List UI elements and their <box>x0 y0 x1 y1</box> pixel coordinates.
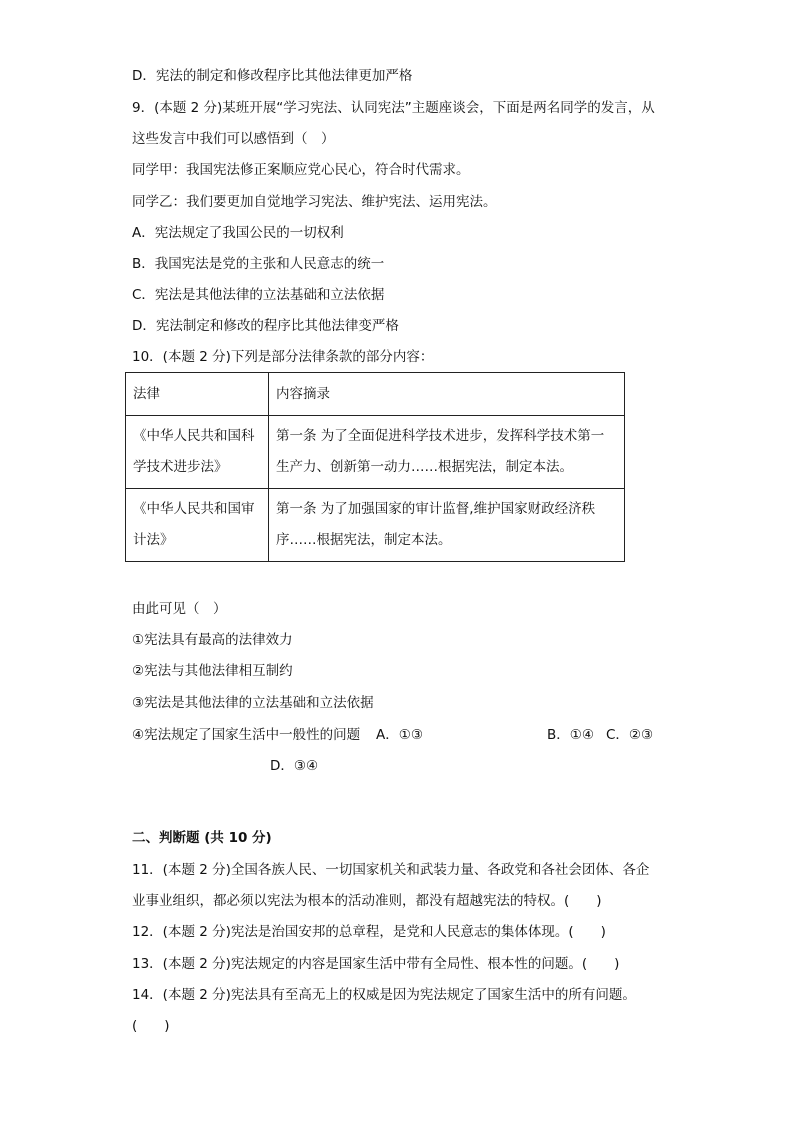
law-table-header-row <box>126 373 625 416</box>
law-table-header-law: 法律 <box>126 373 269 416</box>
q9-option-a: A．宪法规定了我国公民的一切权利 <box>132 225 344 241</box>
table-row <box>126 489 625 562</box>
law-content-cell <box>269 416 625 489</box>
q10-statement-2: ②宪法与其他法律相互制约 <box>132 663 293 679</box>
q10-option-a: A．①③ <box>376 727 423 743</box>
q10-statement-4: ④宪法规定了国家生活中一般性的问题 <box>132 727 361 743</box>
q9-stem-line2: 这些发言中我们可以感悟到（ ） <box>132 131 335 147</box>
law-table <box>125 372 625 562</box>
q14-line1: 14．(本题 2 分)宪法具有至高无上的权威是因为宪法规定了国家生活中的所有问题。 <box>132 987 636 1003</box>
q14-line2: ( ) <box>132 1018 170 1034</box>
q10-option-d: D．③④ <box>270 758 319 774</box>
law-content-line: 第一条 为了全面促进科学技术进步，发挥科学技术第一 <box>276 428 605 444</box>
q10-option-b: B．①④ <box>547 727 594 743</box>
law-name-line: 《中华人民共和国审 <box>133 501 255 517</box>
law-content-line: 第一条 为了加强国家的审计监督,维护国家财政经济秩 <box>276 501 596 517</box>
law-name-line: 学技术进步法》 <box>133 459 228 475</box>
table-row <box>126 416 625 489</box>
q9-option-d: D．宪法制定和修改的程序比其他法律变严格 <box>132 318 399 334</box>
law-name-cell <box>126 416 269 489</box>
q9-student-b: 同学乙：我们要更加自觉地学习宪法、维护宪法、运用宪法。 <box>132 194 497 210</box>
q8-option-d: D．宪法的制定和修改程序比其他法律更加严格 <box>132 68 413 84</box>
law-content-cell <box>269 489 625 562</box>
q10-conclusion: 由此可见（ ） <box>132 601 227 617</box>
q13: 13．(本题 2 分)宪法规定的内容是国家生活中带有全局性、根本性的问题。( ) <box>132 956 620 972</box>
law-name-line: 计法》 <box>133 532 174 548</box>
law-table-header-content: 内容摘录 <box>269 373 625 416</box>
law-name-cell <box>126 489 269 562</box>
q10-statement-3: ③宪法是其他法律的立法基础和立法依据 <box>132 695 374 711</box>
q10-option-c: C．②③ <box>606 727 654 743</box>
q11-line2: 业事业组织，都必须以宪法为根本的活动准则，都没有超越宪法的特权。( ) <box>132 893 602 909</box>
q9-student-a: 同学甲：我国宪法修正案顺应党心民心，符合时代需求。 <box>132 162 470 178</box>
q11-line1: 11．(本题 2 分)全国各族人民、一切国家机关和武装力量、各政党和各社会团体、各企 <box>132 862 650 878</box>
law-content-line: 生产力、创新第一动力……根据宪法，制定本法。 <box>276 459 573 475</box>
q12: 12．(本题 2 分)宪法是治国安邦的总章程，是党和人民意志的集体体现。( ) <box>132 924 606 940</box>
section2-title: 二、判断题 (共 10 分) <box>132 830 272 846</box>
law-content-line: 序……根据宪法，制定本法。 <box>276 532 452 548</box>
q9-stem-line1: 9．(本题 2 分)某班开展“学习宪法、认同宪法”主题座谈会，下面是两名同学的发言，从 <box>132 100 655 116</box>
q10-stem: 10．(本题 2 分)下列是部分法律条款的部分内容： <box>132 349 434 365</box>
q10-statement-1: ①宪法具有最高的法律效力 <box>132 632 293 648</box>
law-name-line: 《中华人民共和国科 <box>133 428 255 444</box>
q9-option-b: B．我国宪法是党的主张和人民意志的统一 <box>132 256 385 272</box>
q9-option-c: C．宪法是其他法律的立法基础和立法依据 <box>132 287 385 303</box>
